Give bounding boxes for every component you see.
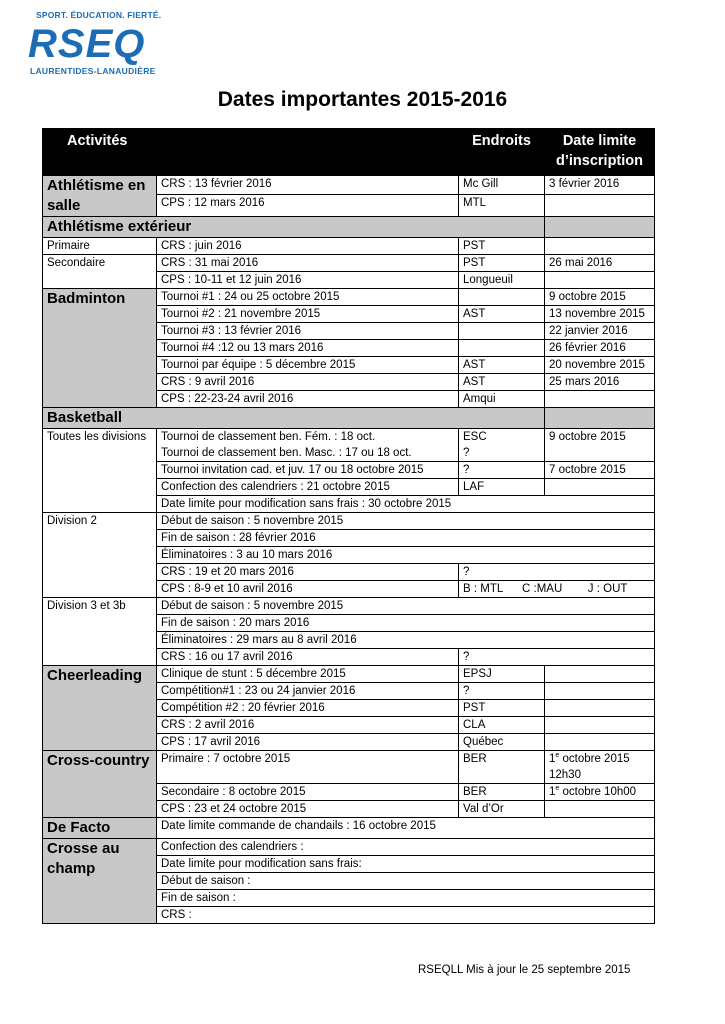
place-cell: LAF [459, 479, 545, 496]
table-row [43, 429, 655, 462]
event-cell: Fin de saison : 20 mars 2016 [157, 615, 655, 632]
place-cell: ? [459, 649, 655, 666]
date-cell: 22 janvier 2016 [545, 323, 655, 340]
rseq-logo [28, 8, 168, 78]
table-row [43, 666, 655, 683]
table-header-row [43, 129, 655, 176]
place-cell: BER [459, 751, 545, 784]
event-cell: CPS : 22-23-24 avril 2016 [157, 391, 459, 408]
date-cell [545, 195, 655, 217]
date-cell: 9 octobre 2015 [545, 429, 655, 462]
place-cell: MTL [459, 195, 545, 217]
gray-cell [545, 217, 655, 238]
place-cell [459, 429, 545, 462]
event-cell: CRS : 13 février 2016 [157, 176, 459, 195]
event-cell: Début de saison : 5 novembre 2015 [157, 513, 655, 530]
event-line: Tournoi de classement ben. Masc. : 17 ou 18 oct. [161, 447, 412, 459]
logo-tagline: SPORT. ÉDUCATION. FIERTÉ. [36, 10, 162, 20]
logo-region: LAURENTIDES-LANAUDIÈRE [30, 66, 156, 76]
event-cell: CPS : 12 mars 2016 [157, 195, 459, 217]
date-cell [545, 717, 655, 734]
place-cell: Val d’Or [459, 801, 545, 818]
date-cell: 3 février 2016 [545, 176, 655, 195]
table-row [43, 289, 655, 306]
date-line [549, 751, 650, 767]
place-cell: PST [459, 238, 545, 255]
sport-badminton: Badminton [43, 289, 157, 408]
sport-cross-country: Cross-country [43, 751, 157, 818]
date-sup: e [555, 752, 560, 760]
event-cell: CPS : 17 avril 2016 [157, 734, 459, 751]
table-row [43, 217, 655, 238]
table-row [43, 751, 655, 784]
place-cell: PST [459, 255, 545, 272]
event-cell [157, 429, 459, 462]
table-row [43, 255, 655, 272]
event-cell: CPS : 8-9 et 10 avril 2016 [157, 581, 459, 598]
event-cell: Primaire : 7 octobre 2015 [157, 751, 459, 784]
gray-cell [545, 408, 655, 429]
event-cell: Tournoi #1 : 24 ou 25 octobre 2015 [157, 289, 459, 306]
place-cell [459, 323, 545, 340]
date-cell: 20 novembre 2015 [545, 357, 655, 374]
event-cell: Date limite pour modification sans frais : 30 octobre 2015 [157, 496, 655, 513]
event-cell: Secondaire : 8 octobre 2015 [157, 784, 459, 801]
date-cell [545, 751, 655, 784]
date-cell [545, 479, 655, 496]
date-cell [545, 683, 655, 700]
place-cell [459, 340, 545, 357]
event-cell: Début de saison : [157, 873, 655, 890]
date-cell: 25 mars 2016 [545, 374, 655, 391]
event-cell: Tournoi #3 : 13 février 2016 [157, 323, 459, 340]
event-cell: CRS : [157, 907, 655, 924]
event-cell: CRS : 19 et 20 mars 2016 [157, 564, 459, 581]
event-cell: Tournoi #4 :12 ou 13 mars 2016 [157, 340, 459, 357]
place-cell: Québec [459, 734, 545, 751]
sport-de-facto: De Facto [43, 818, 157, 839]
event-cell: Début de saison : 5 novembre 2015 [157, 598, 655, 615]
event-cell: Fin de saison : [157, 890, 655, 907]
place-cell: ? [459, 462, 545, 479]
event-cell: Compétition#1 : 23 ou 24 janvier 2016 [157, 683, 459, 700]
date-cell: 26 mai 2016 [545, 255, 655, 272]
event-cell: Clinique de stunt : 5 décembre 2015 [157, 666, 459, 683]
place-line: ESC [463, 431, 487, 443]
place-cell: Amqui [459, 391, 545, 408]
place-cell: BER [459, 784, 545, 801]
event-cell: Tournoi invitation cad. et juv. 17 ou 18 octobre 2015 [157, 462, 459, 479]
date-cell [545, 784, 655, 801]
event-cell: Date limite commande de chandails : 16 octobre 2015 [157, 818, 655, 839]
date-line: 12h30 [549, 769, 581, 781]
date-cell: 26 février 2016 [545, 340, 655, 357]
logo-mark: RSEQ [28, 22, 146, 66]
event-cell: CRS : juin 2016 [157, 238, 459, 255]
date-cell [545, 666, 655, 683]
header-date-limite: Date limite d’inscription [545, 129, 655, 176]
date-rest: octobre 2015 [559, 753, 630, 765]
sport-athletisme-exterieur: Athlétisme extérieur [43, 217, 545, 238]
table-row [43, 598, 655, 615]
date-cell [545, 734, 655, 751]
event-cell: CRS : 2 avril 2016 [157, 717, 459, 734]
table-row [43, 839, 655, 856]
place-cell: ? [459, 683, 545, 700]
date-cell [545, 391, 655, 408]
date-cell [545, 700, 655, 717]
date-cell [545, 801, 655, 818]
footer-update-note: RSEQLL Mis à jour le 25 septembre 2015 [418, 964, 631, 976]
event-cell: Tournoi par équipe : 5 décembre 2015 [157, 357, 459, 374]
table-row [43, 408, 655, 429]
date-rest: octobre 10h00 [559, 786, 637, 798]
place-cell: EPSJ [459, 666, 545, 683]
table-row [43, 818, 655, 839]
place-cell: AST [459, 306, 545, 323]
event-cell: Compétition #2 : 20 février 2016 [157, 700, 459, 717]
place-line: ? [463, 447, 470, 459]
header-endroits: Endroits [459, 129, 545, 176]
sub-cell: Toutes les divisions [43, 429, 157, 513]
sub-cell: Division 2 [43, 513, 157, 598]
header-activites: Activités [43, 129, 157, 176]
event-cell: CPS : 23 et 24 octobre 2015 [157, 801, 459, 818]
date-cell: 7 octobre 2015 [545, 462, 655, 479]
date-day: 1 [549, 753, 556, 765]
event-cell: CPS : 10-11 et 12 juin 2016 [157, 272, 459, 289]
sub-cell: Secondaire [43, 255, 157, 289]
sport-cheerleading: Cheerleading [43, 666, 157, 751]
sub-cell: Primaire [43, 238, 157, 255]
sport-athletisme-salle: Athlétisme en salle [43, 176, 157, 217]
page-title: Dates importantes 2015-2016 [217, 88, 508, 111]
event-line: Tournoi de classement ben. Fém. : 18 oct. [161, 431, 376, 443]
event-cell: Fin de saison : 28 février 2016 [157, 530, 655, 547]
date-day: 1 [549, 786, 556, 798]
event-cell: Date limite pour modification sans frais: [157, 856, 655, 873]
date-cell: 9 octobre 2015 [545, 289, 655, 306]
event-cell: CRS : 16 ou 17 avril 2016 [157, 649, 459, 666]
sport-crosse-au-champ: Crosse au champ [43, 839, 157, 924]
place-cell: ? [459, 564, 655, 581]
header-blank [157, 129, 459, 176]
table-row [43, 176, 655, 195]
event-cell: Éliminatoires : 3 au 10 mars 2016 [157, 547, 655, 564]
sub-cell: Division 3 et 3b [43, 598, 157, 666]
event-cell: Confection des calendriers : 21 octobre 2015 [157, 479, 459, 496]
date-cell: 13 novembre 2015 [545, 306, 655, 323]
place-cell: PST [459, 700, 545, 717]
table-row [43, 513, 655, 530]
date-sup: e [555, 785, 560, 793]
place-cell: AST [459, 357, 545, 374]
dates-table [42, 128, 655, 924]
event-cell: Confection des calendriers : [157, 839, 655, 856]
event-cell: Éliminatoires : 29 mars au 8 avril 2016 [157, 632, 655, 649]
place-cell: Longueuil [459, 272, 545, 289]
place-cell: AST [459, 374, 545, 391]
date-cell [545, 238, 655, 255]
place-cell [459, 289, 545, 306]
place-cell: B : MTL C :MAU J : OUT [459, 581, 655, 598]
place-cell: CLA [459, 717, 545, 734]
event-cell: CRS : 9 avril 2016 [157, 374, 459, 391]
place-cell: Mc Gill [459, 176, 545, 195]
date-cell [545, 272, 655, 289]
event-cell: CRS : 31 mai 2016 [157, 255, 459, 272]
event-cell: Tournoi #2 : 21 novembre 2015 [157, 306, 459, 323]
table-row [43, 238, 655, 255]
sport-basketball: Basketball [43, 408, 545, 429]
